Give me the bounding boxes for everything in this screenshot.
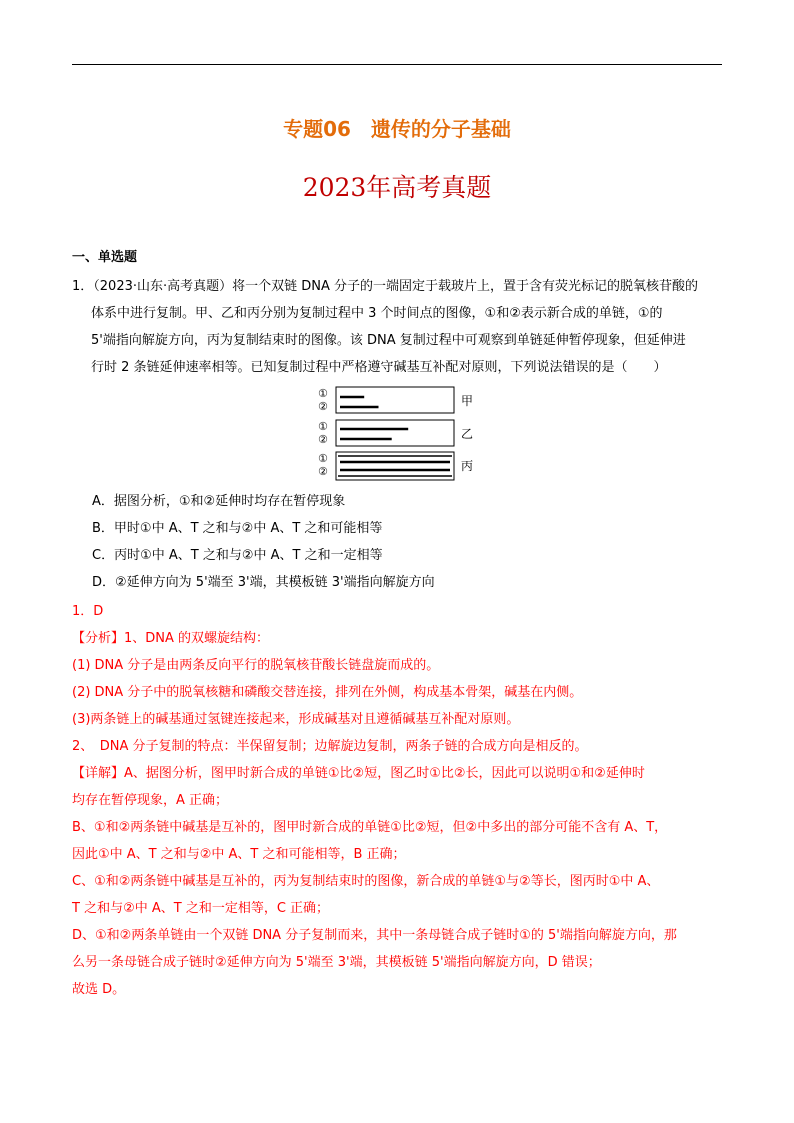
panel-frame — [336, 387, 454, 413]
detail-line: 【详解】A、据图分析，图甲时新合成的单链①比②短，图乙时①比②长，因此可以说明①和②延伸时 — [72, 766, 645, 781]
analysis-line: (3)两条链上的碱基通过氢键连接起来，形成碱基对且遵循碱基互补配对原则。 — [72, 712, 520, 727]
strand-label-1: ① — [318, 420, 328, 433]
topic-title: 专题06 遗传的分子基础 — [283, 117, 511, 141]
question-line: 体系中进行复制。甲、乙和丙分别为复制过程中 3 个时间点的图像，①和②表示新合成的单链，①的 — [91, 306, 663, 321]
answer-options — [92, 488, 435, 596]
question-line: 行时 2 条链延伸速率相等。已知复制过程中严格遵守碱基互补配对原则，下列说法错误的是（ ） — [91, 360, 667, 375]
conclusion-line: 故选 D。 — [72, 982, 126, 997]
panel-label: 丙 — [461, 459, 474, 473]
analysis-line: 【分析】1、DNA 的双螺旋结构： — [72, 631, 270, 646]
strand-label-1: ① — [318, 387, 328, 400]
question-line: 1．（2023·山东·高考真题）将一个双链 DNA 分子的一端固定于载玻片上，置于含有荧光标记的脱氧核苷酸的 — [72, 279, 699, 294]
section-heading: 一、单选题 — [72, 250, 138, 265]
answer-explanation — [72, 598, 732, 1003]
panel-frame — [336, 420, 454, 446]
strand-label-2: ② — [318, 400, 328, 413]
strand-label-2: ② — [318, 433, 328, 446]
option-a: A．据图分析，①和②延伸时均存在暂停现象 — [92, 494, 346, 509]
question-line: 5'端指向解旋方向，丙为复制结束时的图像。该 DNA 复制过程中可观察到单链延伸暂停现象，但延伸进 — [91, 333, 686, 348]
year-title: 2023年高考真题 — [302, 173, 492, 202]
option-d: D．②延伸方向为 5'端至 3'端，其模板链 3'端指向解旋方向 — [92, 575, 435, 590]
figure-panel-yi — [318, 420, 473, 446]
figure-panel-jia — [318, 387, 473, 413]
detail-line: T 之和与②中 A、T 之和一定相等，C 正确； — [72, 901, 330, 916]
detail-line: D、①和②两条单链由一个双链 DNA 分子复制而来，其中一条母链合成子链时①的 5'端指向解旋方向，那 — [72, 928, 677, 943]
figure-panel-bing — [318, 452, 473, 480]
dna-replication-figure — [318, 386, 483, 481]
detail-line: 么另一条母链合成子链时②延伸方向为 5'端至 3'端，其模板链 5'端指向解旋方向，D 错误； — [72, 955, 601, 970]
option-c: C．丙时①中 A、T 之和与②中 A、T 之和一定相等 — [92, 548, 383, 563]
option-b: B．甲时①中 A、T 之和与②中 A、T 之和可能相等 — [92, 521, 383, 536]
detail-line: B、①和②两条链中碱基是互补的，图甲时新合成的单链①比②短，但②中多出的部分可能不含有 A、T， — [72, 820, 668, 835]
header-rule — [72, 64, 722, 65]
strand-label-1: ① — [318, 452, 328, 465]
analysis-line: (1) DNA 分子是由两条反向平行的脱氧核苷酸长链盘旋而成的。 — [72, 658, 440, 673]
panel-label: 乙 — [461, 427, 474, 441]
detail-line: 均存在暂停现象，A 正确； — [72, 793, 229, 808]
analysis-line: (2) DNA 分子中的脱氧核糖和磷酸交替连接，排列在外侧，构成基本骨架，碱基在内侧。 — [72, 685, 583, 700]
answer-key: 1．D — [72, 604, 104, 619]
question-stem — [72, 273, 722, 381]
strand-label-2: ② — [318, 465, 328, 478]
panel-label: 甲 — [461, 394, 474, 408]
detail-line: 因此①中 A、T 之和与②中 A、T 之和可能相等，B 正确； — [72, 847, 406, 862]
analysis-line: 2、 DNA 分子复制的特点：半保留复制；边解旋边复制，两条子链的合成方向是相反的。 — [72, 739, 588, 754]
detail-line: C、①和②两条链中碱基是互补的，丙为复制结束时的图像，新合成的单链①与②等长，图丙时①中 A、 — [72, 874, 660, 889]
